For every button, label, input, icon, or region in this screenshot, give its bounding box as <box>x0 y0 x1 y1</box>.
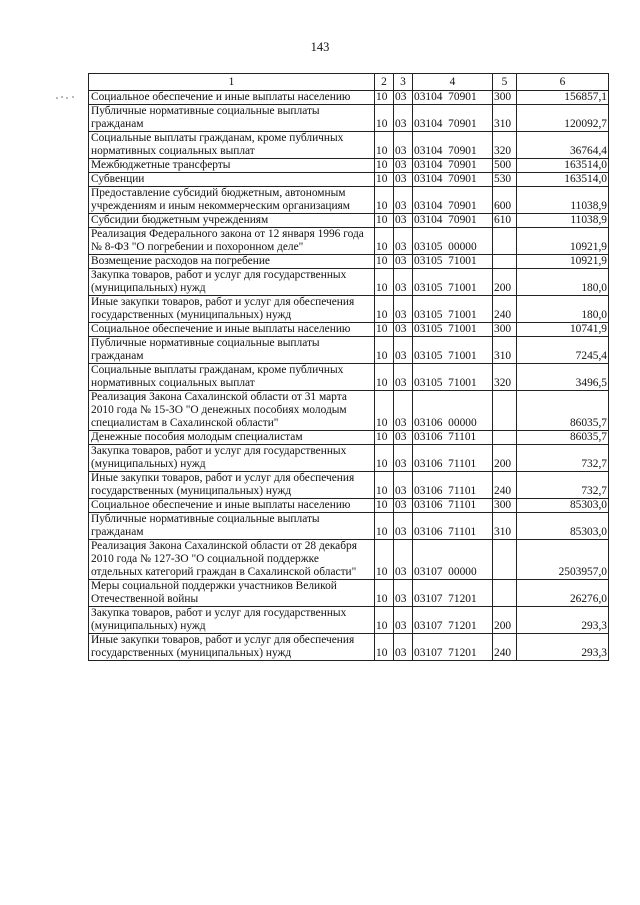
cell-section: 10 <box>375 214 394 228</box>
cell-amount: 293,3 <box>517 607 609 634</box>
column-header-amount: 6 <box>517 74 609 91</box>
cell-amount: 163514,0 <box>517 173 609 187</box>
column-header-subsection: 3 <box>394 74 413 91</box>
cell-target-article: 03104 70901 <box>413 132 493 159</box>
cell-amount: 36764,4 <box>517 132 609 159</box>
cell-target-article: 03107 71201 <box>413 607 493 634</box>
cell-name: Публичные нормативные социальные выплаты гражданам <box>89 105 375 132</box>
cell-target-article: 03104 70901 <box>413 105 493 132</box>
cell-amount: 180,0 <box>517 296 609 323</box>
cell-target-article: 03106 00000 <box>413 391 493 431</box>
cell-amount: 86035,7 <box>517 431 609 445</box>
table-row <box>89 296 609 323</box>
table-row <box>89 445 609 472</box>
cell-name: Субвенции <box>89 173 375 187</box>
cell-amount: 10921,9 <box>517 255 609 269</box>
cell-subsection: 03 <box>394 105 413 132</box>
cell-subsection: 03 <box>394 540 413 580</box>
cell-expense-type: 530 <box>493 173 517 187</box>
cell-target-article: 03105 71001 <box>413 269 493 296</box>
table-row <box>89 499 609 513</box>
table-row <box>89 159 609 173</box>
column-header-expense-type: 5 <box>493 74 517 91</box>
table-row <box>89 214 609 228</box>
cell-amount: 85303,0 <box>517 513 609 540</box>
cell-subsection: 03 <box>394 255 413 269</box>
cell-name: Иные закупки товаров, работ и услуг для обеспечения государственных (муниципальных) нужд <box>89 634 375 661</box>
cell-expense-type: 240 <box>493 634 517 661</box>
cell-subsection: 03 <box>394 513 413 540</box>
cell-section: 10 <box>375 472 394 499</box>
table-row <box>89 540 609 580</box>
cell-name: Закупка товаров, работ и услуг для государственных (муниципальных) нужд <box>89 445 375 472</box>
table-row <box>89 91 609 105</box>
header-row <box>89 74 609 91</box>
cell-subsection: 03 <box>394 472 413 499</box>
cell-expense-type: 310 <box>493 337 517 364</box>
cell-section: 10 <box>375 364 394 391</box>
cell-name: Возмещение расходов на погребение <box>89 255 375 269</box>
cell-target-article: 03104 70901 <box>413 159 493 173</box>
cell-section: 10 <box>375 269 394 296</box>
table-row <box>89 364 609 391</box>
cell-target-article: 03107 71201 <box>413 580 493 607</box>
cell-expense-type <box>493 228 517 255</box>
page-number: 143 <box>310 40 330 54</box>
table-row <box>89 228 609 255</box>
cell-expense-type: 200 <box>493 269 517 296</box>
cell-subsection: 03 <box>394 337 413 364</box>
cell-name: Иные закупки товаров, работ и услуг для обеспечения государственных (муниципальных) нужд <box>89 296 375 323</box>
cell-subsection: 03 <box>394 391 413 431</box>
cell-name: Публичные нормативные социальные выплаты гражданам <box>89 513 375 540</box>
cell-subsection: 03 <box>394 269 413 296</box>
cell-section: 10 <box>375 445 394 472</box>
cell-target-article: 03107 00000 <box>413 540 493 580</box>
table-row <box>89 187 609 214</box>
table-row <box>89 337 609 364</box>
cell-name: Социальное обеспечение и иные выплаты населению <box>89 323 375 337</box>
cell-amount: 2503957,0 <box>517 540 609 580</box>
cell-section: 10 <box>375 228 394 255</box>
cell-target-article: 03106 71101 <box>413 513 493 540</box>
cell-target-article: 03106 71101 <box>413 431 493 445</box>
cell-expense-type: 300 <box>493 323 517 337</box>
cell-expense-type: 320 <box>493 132 517 159</box>
cell-target-article: 03105 71001 <box>413 337 493 364</box>
cell-subsection: 03 <box>394 228 413 255</box>
cell-name: Предоставление субсидий бюджетным, автономным учреждениям и иным некоммерческим организациям <box>89 187 375 214</box>
cell-name: Реализация Закона Сахалинской области от 31 марта 2010 года № 15-ЗО "О денежных пособиях молодым специалистам в Сахалинской области" <box>89 391 375 431</box>
table-row <box>89 513 609 540</box>
cell-amount: 180,0 <box>517 269 609 296</box>
cell-section: 10 <box>375 255 394 269</box>
cell-target-article: 03105 00000 <box>413 228 493 255</box>
cell-subsection: 03 <box>394 91 413 105</box>
cell-subsection: 03 <box>394 173 413 187</box>
cell-expense-type: 610 <box>493 214 517 228</box>
cell-expense-type: 320 <box>493 364 517 391</box>
cell-subsection: 03 <box>394 364 413 391</box>
cell-expense-type: 300 <box>493 499 517 513</box>
table-body <box>89 91 609 661</box>
table-row <box>89 255 609 269</box>
cell-section: 10 <box>375 296 394 323</box>
cell-amount: 10741,9 <box>517 323 609 337</box>
cell-amount: 3496,5 <box>517 364 609 391</box>
cell-name: Денежные пособия молодым специалистам <box>89 431 375 445</box>
cell-section: 10 <box>375 391 394 431</box>
cell-section: 10 <box>375 499 394 513</box>
cell-amount: 163514,0 <box>517 159 609 173</box>
cell-target-article: 03105 71001 <box>413 296 493 323</box>
cell-name: Реализация Федерального закона от 12 января 1996 года № 8-ФЗ "О погребении и похоронном деле" <box>89 228 375 255</box>
cell-name: Социальное обеспечение и иные выплаты населению <box>89 91 375 105</box>
cell-subsection: 03 <box>394 296 413 323</box>
table-row <box>89 132 609 159</box>
cell-name: Публичные нормативные социальные выплаты гражданам <box>89 337 375 364</box>
cell-target-article: 03105 71001 <box>413 323 493 337</box>
cell-subsection: 03 <box>394 634 413 661</box>
table-row <box>89 391 609 431</box>
column-header-target-article: 4 <box>413 74 493 91</box>
cell-section: 10 <box>375 580 394 607</box>
margin-mark <box>54 95 76 101</box>
cell-name: Закупка товаров, работ и услуг для государственных (муниципальных) нужд <box>89 269 375 296</box>
cell-section: 10 <box>375 173 394 187</box>
cell-target-article: 03105 71001 <box>413 364 493 391</box>
table-row <box>89 580 609 607</box>
cell-subsection: 03 <box>394 323 413 337</box>
cell-amount: 10921,9 <box>517 228 609 255</box>
cell-subsection: 03 <box>394 159 413 173</box>
cell-target-article: 03104 70901 <box>413 187 493 214</box>
cell-subsection: 03 <box>394 607 413 634</box>
cell-subsection: 03 <box>394 445 413 472</box>
cell-name: Меры социальной поддержки участников Великой Отечественной войны <box>89 580 375 607</box>
cell-expense-type: 500 <box>493 159 517 173</box>
cell-amount: 156857,1 <box>517 91 609 105</box>
cell-amount: 11038,9 <box>517 187 609 214</box>
cell-expense-type: 310 <box>493 513 517 540</box>
table-row <box>89 269 609 296</box>
budget-table <box>88 73 609 661</box>
cell-section: 10 <box>375 431 394 445</box>
cell-amount: 293,3 <box>517 634 609 661</box>
cell-name: Реализация Закона Сахалинской области от 28 декабря 2010 года № 127-ЗО "О социальной поддержке отдельных категорий граждан в Сахалинской области" <box>89 540 375 580</box>
cell-section: 10 <box>375 337 394 364</box>
cell-section: 10 <box>375 607 394 634</box>
cell-expense-type <box>493 580 517 607</box>
cell-name: Иные закупки товаров, работ и услуг для обеспечения государственных (муниципальных) нужд <box>89 472 375 499</box>
cell-target-article: 03107 71201 <box>413 634 493 661</box>
cell-expense-type <box>493 431 517 445</box>
cell-amount: 86035,7 <box>517 391 609 431</box>
cell-expense-type <box>493 540 517 580</box>
cell-expense-type: 240 <box>493 296 517 323</box>
cell-subsection: 03 <box>394 431 413 445</box>
cell-name: Социальное обеспечение и иные выплаты населению <box>89 499 375 513</box>
cell-section: 10 <box>375 513 394 540</box>
cell-section: 10 <box>375 634 394 661</box>
cell-subsection: 03 <box>394 132 413 159</box>
cell-target-article: 03104 70901 <box>413 214 493 228</box>
cell-section: 10 <box>375 159 394 173</box>
cell-section: 10 <box>375 187 394 214</box>
cell-target-article: 03105 71001 <box>413 255 493 269</box>
cell-expense-type: 300 <box>493 91 517 105</box>
table-row <box>89 105 609 132</box>
column-header-name: 1 <box>89 74 375 91</box>
cell-subsection: 03 <box>394 214 413 228</box>
table-row <box>89 431 609 445</box>
cell-expense-type: 200 <box>493 607 517 634</box>
table-row <box>89 173 609 187</box>
cell-section: 10 <box>375 132 394 159</box>
cell-section: 10 <box>375 105 394 132</box>
cell-expense-type: 310 <box>493 105 517 132</box>
cell-target-article: 03104 70901 <box>413 91 493 105</box>
cell-amount: 85303,0 <box>517 499 609 513</box>
cell-target-article: 03106 71101 <box>413 445 493 472</box>
cell-name: Закупка товаров, работ и услуг для государственных (муниципальных) нужд <box>89 607 375 634</box>
table-row <box>89 607 609 634</box>
cell-subsection: 03 <box>394 580 413 607</box>
cell-amount: 732,7 <box>517 445 609 472</box>
cell-target-article: 03106 71101 <box>413 472 493 499</box>
cell-amount: 120092,7 <box>517 105 609 132</box>
cell-subsection: 03 <box>394 499 413 513</box>
cell-name: Межбюджетные трансферты <box>89 159 375 173</box>
cell-target-article: 03104 70901 <box>413 173 493 187</box>
cell-subsection: 03 <box>394 187 413 214</box>
cell-section: 10 <box>375 91 394 105</box>
cell-section: 10 <box>375 323 394 337</box>
cell-section: 10 <box>375 540 394 580</box>
cell-name: Социальные выплаты гражданам, кроме публичных нормативных социальных выплат <box>89 364 375 391</box>
cell-name: Социальные выплаты гражданам, кроме публичных нормативных социальных выплат <box>89 132 375 159</box>
cell-expense-type: 200 <box>493 445 517 472</box>
cell-expense-type: 240 <box>493 472 517 499</box>
table-row <box>89 323 609 337</box>
column-header-section: 2 <box>375 74 394 91</box>
cell-expense-type <box>493 391 517 431</box>
table-row <box>89 472 609 499</box>
cell-amount: 11038,9 <box>517 214 609 228</box>
cell-amount: 26276,0 <box>517 580 609 607</box>
cell-name: Субсидии бюджетным учреждениям <box>89 214 375 228</box>
cell-target-article: 03106 71101 <box>413 499 493 513</box>
table-row <box>89 634 609 661</box>
cell-expense-type <box>493 255 517 269</box>
cell-expense-type: 600 <box>493 187 517 214</box>
cell-amount: 732,7 <box>517 472 609 499</box>
cell-amount: 7245,4 <box>517 337 609 364</box>
